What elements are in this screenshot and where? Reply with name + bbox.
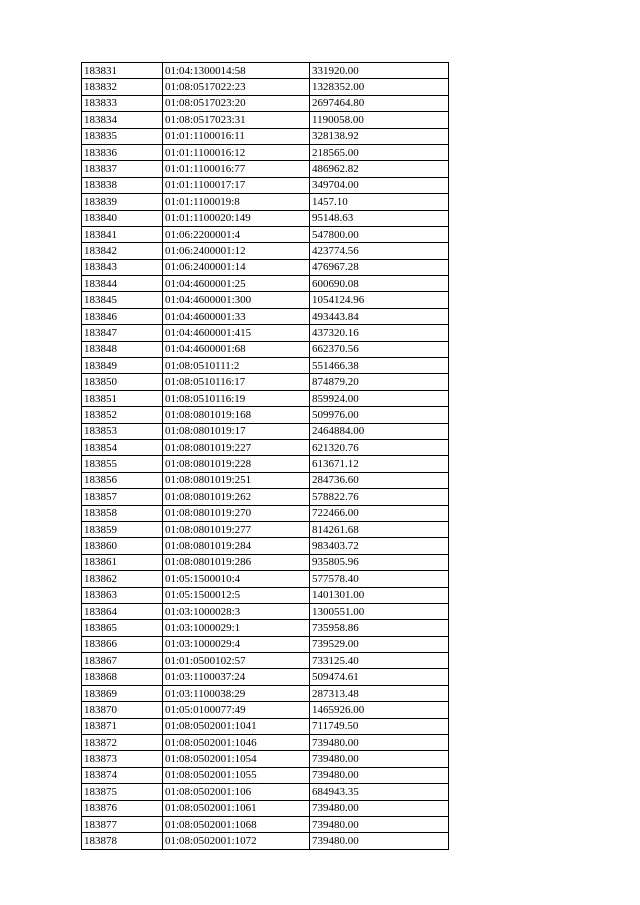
cadastral-number-cell: 01:03:1000029:1 bbox=[163, 620, 310, 636]
row-id-cell: 183856 bbox=[82, 472, 163, 488]
table-row bbox=[82, 538, 449, 554]
row-id-cell: 183859 bbox=[82, 521, 163, 537]
table-row bbox=[82, 161, 449, 177]
value-cell: 476967.28 bbox=[310, 259, 449, 275]
value-cell: 95148.63 bbox=[310, 210, 449, 226]
value-cell: 493443.84 bbox=[310, 308, 449, 324]
row-id-cell: 183870 bbox=[82, 702, 163, 718]
value-cell: 613671.12 bbox=[310, 456, 449, 472]
value-cell: 662370.56 bbox=[310, 341, 449, 357]
cadastral-number-cell: 01:08:0801019:286 bbox=[163, 554, 310, 570]
value-cell: 578822.76 bbox=[310, 489, 449, 505]
table-row bbox=[82, 390, 449, 406]
table-row bbox=[82, 571, 449, 587]
cadastral-number-cell: 01:01:1100016:77 bbox=[163, 161, 310, 177]
row-id-cell: 183840 bbox=[82, 210, 163, 226]
cadastral-number-cell: 01:01:1100016:12 bbox=[163, 144, 310, 160]
value-cell: 1465926.00 bbox=[310, 702, 449, 718]
value-cell: 739529.00 bbox=[310, 636, 449, 652]
table-row bbox=[82, 505, 449, 521]
value-cell: 859924.00 bbox=[310, 390, 449, 406]
cadastral-number-cell: 01:04:4600001:25 bbox=[163, 276, 310, 292]
row-id-cell: 183860 bbox=[82, 538, 163, 554]
table-row bbox=[82, 685, 449, 701]
cadastral-number-cell: 01:01:1100016:11 bbox=[163, 128, 310, 144]
table-row bbox=[82, 735, 449, 751]
cadastral-number-cell: 01:03:1000028:3 bbox=[163, 603, 310, 619]
table-row bbox=[82, 144, 449, 160]
cadastral-number-cell: 01:08:0801019:277 bbox=[163, 521, 310, 537]
table-row bbox=[82, 79, 449, 95]
cadastral-number-cell: 01:08:0801019:168 bbox=[163, 407, 310, 423]
cadastral-number-cell: 01:06:2400001:14 bbox=[163, 259, 310, 275]
table-row bbox=[82, 439, 449, 455]
row-id-cell: 183878 bbox=[82, 833, 163, 849]
row-id-cell: 183836 bbox=[82, 144, 163, 160]
cadastral-number-cell: 01:08:0801019:284 bbox=[163, 538, 310, 554]
cadastral-number-cell: 01:08:0517022:23 bbox=[163, 79, 310, 95]
value-cell: 349704.00 bbox=[310, 177, 449, 193]
value-cell: 684943.35 bbox=[310, 784, 449, 800]
table-row bbox=[82, 767, 449, 783]
row-id-cell: 183861 bbox=[82, 554, 163, 570]
cadastral-number-cell: 01:01:0500102:57 bbox=[163, 653, 310, 669]
row-id-cell: 183843 bbox=[82, 259, 163, 275]
row-id-cell: 183850 bbox=[82, 374, 163, 390]
row-id-cell: 183837 bbox=[82, 161, 163, 177]
value-cell: 2464884.00 bbox=[310, 423, 449, 439]
table-row bbox=[82, 620, 449, 636]
value-cell: 287313.48 bbox=[310, 685, 449, 701]
row-id-cell: 183841 bbox=[82, 226, 163, 242]
cadastral-number-cell: 01:08:0801019:262 bbox=[163, 489, 310, 505]
cadastral-number-cell: 01:08:0510111:2 bbox=[163, 358, 310, 374]
row-id-cell: 183863 bbox=[82, 587, 163, 603]
value-cell: 739480.00 bbox=[310, 767, 449, 783]
table-row bbox=[82, 554, 449, 570]
table-row bbox=[82, 521, 449, 537]
table-row bbox=[82, 374, 449, 390]
row-id-cell: 183854 bbox=[82, 439, 163, 455]
row-id-cell: 183857 bbox=[82, 489, 163, 505]
value-cell: 874879.20 bbox=[310, 374, 449, 390]
cadastral-number-cell: 01:08:0502001:1072 bbox=[163, 833, 310, 849]
cadastral-number-cell: 01:01:1100019:8 bbox=[163, 194, 310, 210]
table-row bbox=[82, 325, 449, 341]
cadastral-number-cell: 01:05:0100077:49 bbox=[163, 702, 310, 718]
table-row bbox=[82, 636, 449, 652]
table-row bbox=[82, 423, 449, 439]
row-id-cell: 183842 bbox=[82, 243, 163, 259]
cadastral-number-cell: 01:04:4600001:68 bbox=[163, 341, 310, 357]
row-id-cell: 183864 bbox=[82, 603, 163, 619]
cadastral-number-cell: 01:04:1300014:58 bbox=[163, 63, 310, 79]
value-cell: 1190058.00 bbox=[310, 112, 449, 128]
table-row bbox=[82, 833, 449, 849]
table-row bbox=[82, 603, 449, 619]
value-cell: 551466.38 bbox=[310, 358, 449, 374]
row-id-cell: 183845 bbox=[82, 292, 163, 308]
value-cell: 486962.82 bbox=[310, 161, 449, 177]
table-row bbox=[82, 341, 449, 357]
table-row bbox=[82, 95, 449, 111]
row-id-cell: 183874 bbox=[82, 767, 163, 783]
table-row bbox=[82, 653, 449, 669]
cadastral-number-cell: 01:03:1100038:29 bbox=[163, 685, 310, 701]
row-id-cell: 183872 bbox=[82, 735, 163, 751]
value-cell: 739480.00 bbox=[310, 816, 449, 832]
table-row bbox=[82, 358, 449, 374]
row-id-cell: 183834 bbox=[82, 112, 163, 128]
value-cell: 1300551.00 bbox=[310, 603, 449, 619]
cadastral-number-cell: 01:08:0517023:20 bbox=[163, 95, 310, 111]
row-id-cell: 183865 bbox=[82, 620, 163, 636]
cadastral-number-cell: 01:03:1000029:4 bbox=[163, 636, 310, 652]
cadastral-number-cell: 01:05:1500010:4 bbox=[163, 571, 310, 587]
cadastral-number-cell: 01:04:4600001:33 bbox=[163, 308, 310, 324]
cadastral-number-cell: 01:08:0502001:1061 bbox=[163, 800, 310, 816]
row-id-cell: 183855 bbox=[82, 456, 163, 472]
value-cell: 1401301.00 bbox=[310, 587, 449, 603]
table-row bbox=[82, 800, 449, 816]
table-row bbox=[82, 702, 449, 718]
cadastral-number-cell: 01:04:4600001:300 bbox=[163, 292, 310, 308]
data-table bbox=[81, 62, 449, 850]
cadastral-number-cell: 01:08:0502001:1068 bbox=[163, 816, 310, 832]
row-id-cell: 183848 bbox=[82, 341, 163, 357]
cadastral-number-cell: 01:08:0510116:19 bbox=[163, 390, 310, 406]
cadastral-number-cell: 01:01:1100017:17 bbox=[163, 177, 310, 193]
cadastral-number-cell: 01:08:0517023:31 bbox=[163, 112, 310, 128]
value-cell: 983403.72 bbox=[310, 538, 449, 554]
cadastral-number-cell: 01:04:4600001:415 bbox=[163, 325, 310, 341]
cadastral-number-cell: 01:08:0801019:251 bbox=[163, 472, 310, 488]
value-cell: 509976.00 bbox=[310, 407, 449, 423]
row-id-cell: 183833 bbox=[82, 95, 163, 111]
value-cell: 735958.86 bbox=[310, 620, 449, 636]
row-id-cell: 183831 bbox=[82, 63, 163, 79]
value-cell: 218565.00 bbox=[310, 144, 449, 160]
table-row bbox=[82, 194, 449, 210]
row-id-cell: 183875 bbox=[82, 784, 163, 800]
row-id-cell: 183858 bbox=[82, 505, 163, 521]
row-id-cell: 183832 bbox=[82, 79, 163, 95]
table-row bbox=[82, 276, 449, 292]
table-row bbox=[82, 587, 449, 603]
cadastral-number-cell: 01:01:1100020:149 bbox=[163, 210, 310, 226]
table-row bbox=[82, 63, 449, 79]
row-id-cell: 183877 bbox=[82, 816, 163, 832]
row-id-cell: 183867 bbox=[82, 653, 163, 669]
table-row bbox=[82, 669, 449, 685]
value-cell: 600690.08 bbox=[310, 276, 449, 292]
table-row bbox=[82, 489, 449, 505]
value-cell: 739480.00 bbox=[310, 800, 449, 816]
table-row bbox=[82, 816, 449, 832]
value-cell: 711749.50 bbox=[310, 718, 449, 734]
row-id-cell: 183852 bbox=[82, 407, 163, 423]
value-cell: 621320.76 bbox=[310, 439, 449, 455]
value-cell: 733125.40 bbox=[310, 653, 449, 669]
row-id-cell: 183866 bbox=[82, 636, 163, 652]
value-cell: 739480.00 bbox=[310, 751, 449, 767]
row-id-cell: 183868 bbox=[82, 669, 163, 685]
cadastral-number-cell: 01:08:0502001:1054 bbox=[163, 751, 310, 767]
row-id-cell: 183835 bbox=[82, 128, 163, 144]
table-row bbox=[82, 784, 449, 800]
table-row bbox=[82, 226, 449, 242]
table-row bbox=[82, 292, 449, 308]
row-id-cell: 183838 bbox=[82, 177, 163, 193]
row-id-cell: 183839 bbox=[82, 194, 163, 210]
table-row bbox=[82, 308, 449, 324]
row-id-cell: 183876 bbox=[82, 800, 163, 816]
table-row bbox=[82, 472, 449, 488]
row-id-cell: 183851 bbox=[82, 390, 163, 406]
value-cell: 547800.00 bbox=[310, 226, 449, 242]
cadastral-number-cell: 01:06:2400001:12 bbox=[163, 243, 310, 259]
cadastral-number-cell: 01:08:0510116:17 bbox=[163, 374, 310, 390]
value-cell: 1328352.00 bbox=[310, 79, 449, 95]
row-id-cell: 183873 bbox=[82, 751, 163, 767]
row-id-cell: 183871 bbox=[82, 718, 163, 734]
cadastral-number-cell: 01:03:1100037:24 bbox=[163, 669, 310, 685]
cadastral-number-cell: 01:08:0801019:227 bbox=[163, 439, 310, 455]
row-id-cell: 183862 bbox=[82, 571, 163, 587]
value-cell: 284736.60 bbox=[310, 472, 449, 488]
table-row bbox=[82, 210, 449, 226]
value-cell: 577578.40 bbox=[310, 571, 449, 587]
value-cell: 1457.10 bbox=[310, 194, 449, 210]
row-id-cell: 183844 bbox=[82, 276, 163, 292]
table-row bbox=[82, 456, 449, 472]
value-cell: 739480.00 bbox=[310, 833, 449, 849]
value-cell: 2697464.80 bbox=[310, 95, 449, 111]
table-row bbox=[82, 718, 449, 734]
table-body bbox=[82, 63, 449, 850]
row-id-cell: 183847 bbox=[82, 325, 163, 341]
table-row bbox=[82, 243, 449, 259]
value-cell: 509474.61 bbox=[310, 669, 449, 685]
row-id-cell: 183869 bbox=[82, 685, 163, 701]
table-row bbox=[82, 259, 449, 275]
value-cell: 331920.00 bbox=[310, 63, 449, 79]
row-id-cell: 183849 bbox=[82, 358, 163, 374]
value-cell: 437320.16 bbox=[310, 325, 449, 341]
table-row bbox=[82, 407, 449, 423]
value-cell: 328138.92 bbox=[310, 128, 449, 144]
cadastral-number-cell: 01:08:0801019:17 bbox=[163, 423, 310, 439]
row-id-cell: 183846 bbox=[82, 308, 163, 324]
value-cell: 739480.00 bbox=[310, 735, 449, 751]
table-row bbox=[82, 112, 449, 128]
table-row bbox=[82, 751, 449, 767]
cadastral-number-cell: 01:08:0801019:270 bbox=[163, 505, 310, 521]
row-id-cell: 183853 bbox=[82, 423, 163, 439]
table-row bbox=[82, 128, 449, 144]
cadastral-number-cell: 01:08:0502001:1041 bbox=[163, 718, 310, 734]
cadastral-number-cell: 01:05:1500012:5 bbox=[163, 587, 310, 603]
cadastral-number-cell: 01:08:0502001:1046 bbox=[163, 735, 310, 751]
cadastral-number-cell: 01:08:0502001:106 bbox=[163, 784, 310, 800]
cadastral-number-cell: 01:06:2200001:4 bbox=[163, 226, 310, 242]
value-cell: 1054124.96 bbox=[310, 292, 449, 308]
table-row bbox=[82, 177, 449, 193]
cadastral-number-cell: 01:08:0502001:1055 bbox=[163, 767, 310, 783]
cadastral-number-cell: 01:08:0801019:228 bbox=[163, 456, 310, 472]
value-cell: 814261.68 bbox=[310, 521, 449, 537]
value-cell: 423774.56 bbox=[310, 243, 449, 259]
value-cell: 722466.00 bbox=[310, 505, 449, 521]
value-cell: 935805.96 bbox=[310, 554, 449, 570]
